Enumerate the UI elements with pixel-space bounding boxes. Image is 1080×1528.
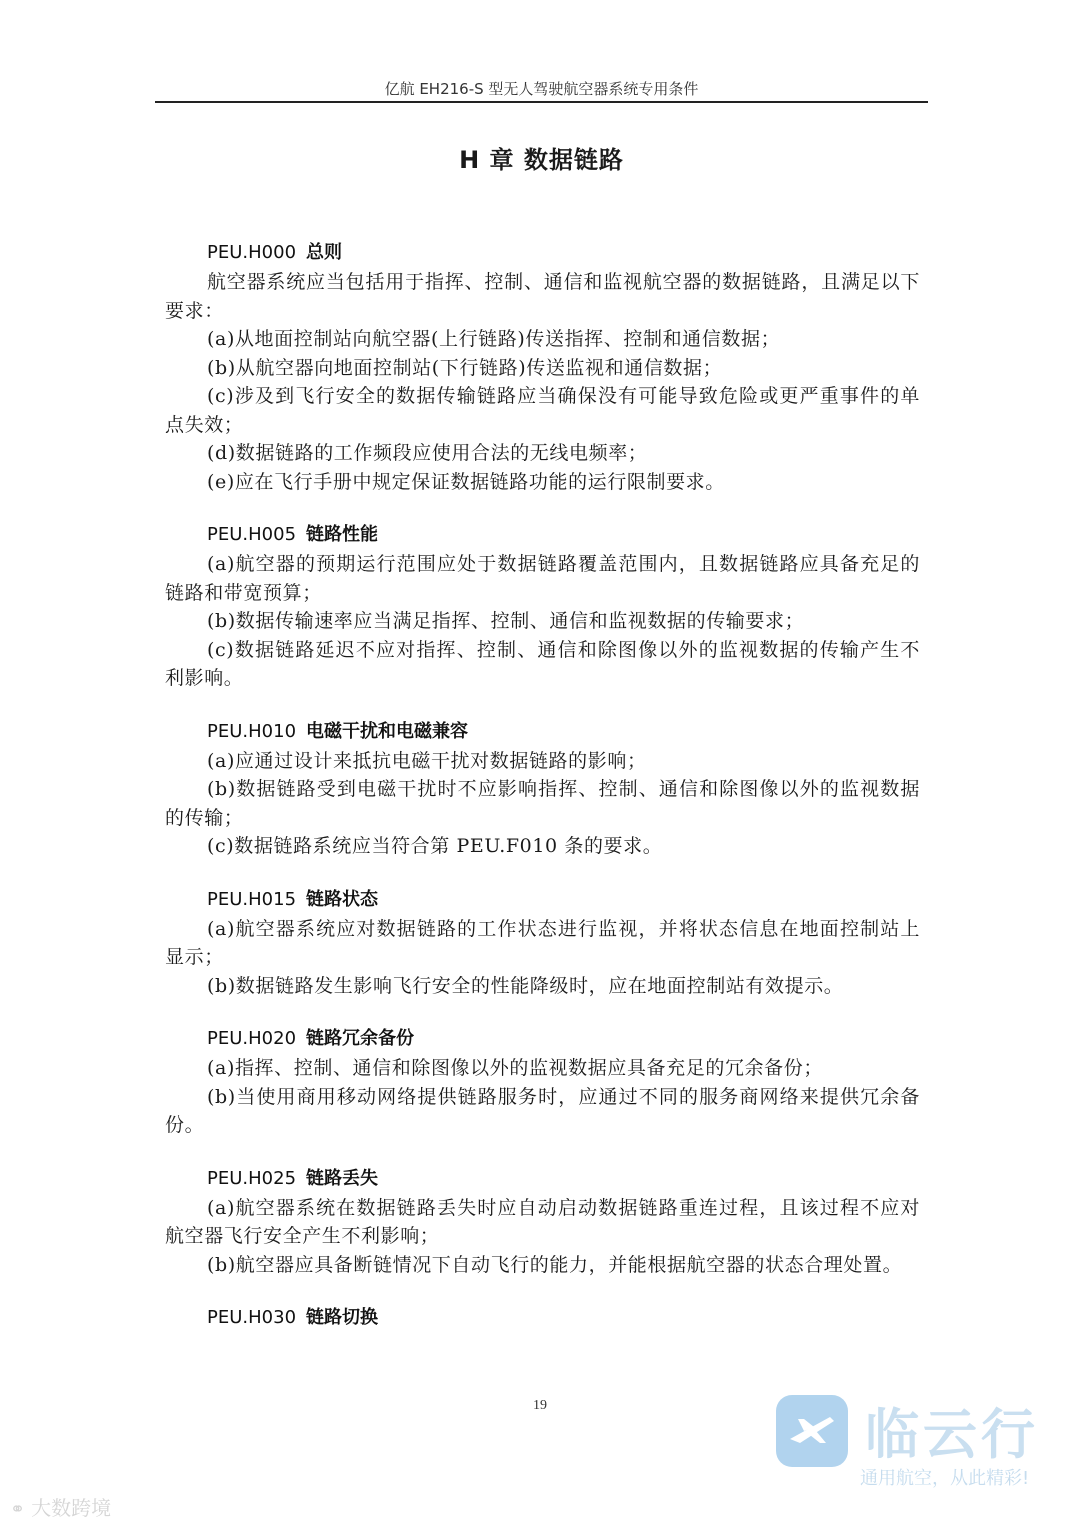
clause-paragraph: (b)当使用商用移动网络提供链路服务时，应通过不同的服务商网络来提供冗余备份。 <box>165 1085 920 1136</box>
clause-paragraph: (a)航空器的预期运行范围应处于数据链路覆盖范围内，且数据链路应具备充足的链路和带宽预算； <box>165 553 920 604</box>
watermark-slogan: 通用航空，从此精彩! <box>860 1468 1030 1489</box>
section-code: PEU.H030 <box>207 1307 297 1328</box>
clause-paragraph: (a)航空器系统应对数据链路的工作状态进行监视，并将状态信息在地面控制站上显示； <box>165 917 920 968</box>
section-heading <box>165 885 920 915</box>
section-title: 电磁干扰和电磁兼容 <box>306 720 469 742</box>
clause-paragraph: (e)应在飞行手册中规定保证数据链路功能的运行限制要求。 <box>207 470 725 493</box>
section-heading <box>165 717 920 747</box>
clause-paragraph: (a)航空器系统在数据链路丢失时应自动启动数据链路重连过程，且该过程不应对航空器飞行安全产生不利影响； <box>165 1196 920 1247</box>
clause-paragraph: (b)从航空器向地面控制站(下行链路)传送监视和通信数据； <box>207 356 723 379</box>
clause-paragraph: (d)数据链路的工作频段应使用合法的无线电频率； <box>207 442 648 464</box>
section-title: 链路冗余备份 <box>306 1028 415 1049</box>
section-title: 链路丢失 <box>306 1167 379 1189</box>
section-code: PEU.H020 <box>207 1028 297 1049</box>
section-code: PEU.H000 <box>207 242 297 263</box>
watermark-brand: 临云行 <box>865 1403 1039 1466</box>
section-peu-h015 <box>165 885 920 1001</box>
clause-paragraph: (b)航空器应具备断链情况下自动飞行的能力，并能根据航空器的状态合理处置。 <box>207 1253 903 1276</box>
watermark-bottom-left <box>10 1492 111 1521</box>
clause-paragraph: (b)数据传输速率应当满足指挥、控制、通信和监视数据的传输要求； <box>207 610 805 632</box>
section-code: PEU.H010 <box>207 720 297 742</box>
section-title: 总则 <box>306 242 343 263</box>
sections-container <box>165 238 920 1357</box>
section-heading <box>165 238 920 268</box>
section-code: PEU.H005 <box>207 524 297 545</box>
section-code: PEU.H025 <box>207 1167 297 1189</box>
section-code: PEU.H015 <box>207 888 297 910</box>
page-number: 19 <box>533 1398 547 1413</box>
section-heading <box>165 1303 920 1333</box>
section-heading <box>165 520 920 550</box>
section-title: 链路性能 <box>306 524 379 545</box>
section-peu-h005 <box>165 520 920 693</box>
chapter-title: H 章 数据链路 <box>459 146 624 174</box>
clause-paragraph: (a)指挥、控制、通信和除图像以外的监视数据应具备充足的冗余备份； <box>207 1057 823 1079</box>
section-title: 链路状态 <box>306 888 379 910</box>
section-peu-h025 <box>165 1164 920 1280</box>
section-peu-h020 <box>165 1024 920 1140</box>
section-peu-h030 <box>165 1303 920 1333</box>
weibo-icon: ⚭ <box>10 1499 26 1520</box>
section-heading <box>165 1164 920 1194</box>
clause-paragraph: (c)数据链路延迟不应对指挥、控制、通信和除图像以外的监视数据的传输产生不利影响。 <box>165 638 920 689</box>
section-title: 链路切换 <box>306 1307 379 1328</box>
section-heading <box>165 1024 920 1054</box>
airplane-icon <box>786 1409 838 1453</box>
clause-paragraph: (a)从地面控制站向航空器(上行链路)传送指挥、控制和通信数据； <box>207 328 781 350</box>
header-rule <box>155 101 928 103</box>
clause-paragraph: (b)数据链路受到电磁干扰时不应影响指挥、控制、通信和除图像以外的监视数据的传输； <box>165 778 920 829</box>
clause-paragraph: (c)涉及到飞行安全的数据传输链路应当确保没有可能导致危险或更严重事件的单点失效； <box>165 385 920 436</box>
watermark-bottom-text: 大数跨境 <box>31 1496 112 1520</box>
clause-paragraph: (a)应通过设计来抵抗电磁干扰对数据链路的影响； <box>207 749 647 772</box>
running-header: 亿航 EH216-S 型无人驾驶航空器系统专用条件 <box>384 80 699 98</box>
clause-paragraph: 航空器系统应当包括用于指挥、控制、通信和监视航空器的数据链路，且满足以下要求： <box>165 271 920 322</box>
section-peu-h000 <box>165 238 920 496</box>
clause-paragraph: (b)数据链路发生影响飞行安全的性能降级时，应在地面控制站有效提示。 <box>207 974 844 997</box>
section-peu-h010 <box>165 717 920 861</box>
clause-paragraph: (c)数据链路系统应当符合第 PEU.F010 条的要求。 <box>207 835 663 857</box>
watermark-logo <box>776 1395 848 1467</box>
